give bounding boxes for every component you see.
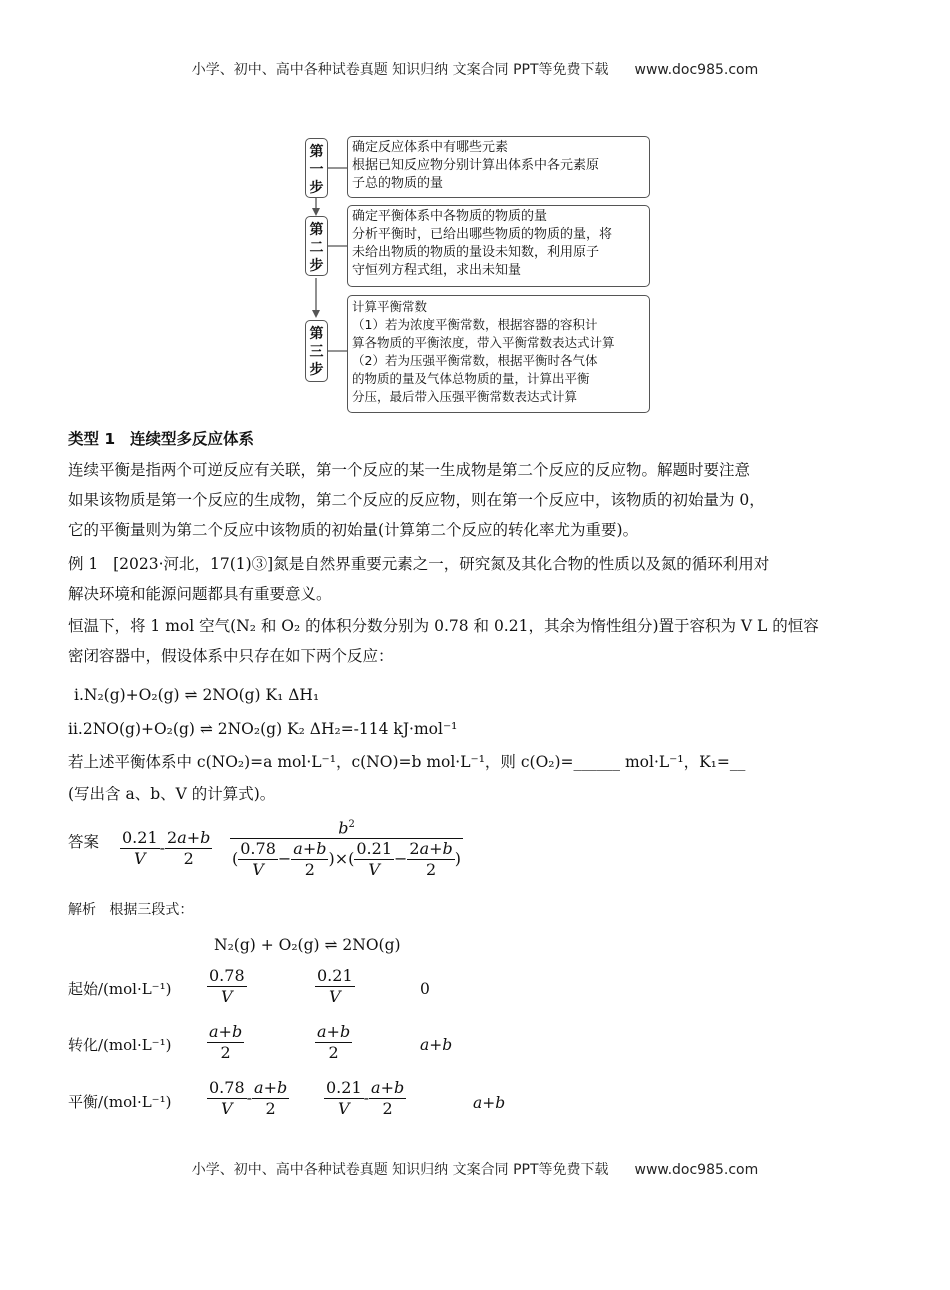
example-line-1 (68, 551, 769, 577)
intro-line: 它的平衡量则为第二个反应中该物质的初始量(计算第二个反应的转化率尤为重要)。 (68, 521, 639, 539)
header-url[interactable]: www.doc985.com (634, 62, 759, 78)
step-2-line: 未给出物质的物质的量设未知数，利用原子 (352, 245, 600, 260)
step-2-line: 分析平衡时，已给出哪些物质的物质的量，将 (352, 227, 613, 242)
row-o2-value: $\frac{0.21}{V}$ (317, 966, 353, 1006)
section-title (68, 426, 254, 452)
step-1-line: 子总的物质的量 (352, 176, 444, 191)
step-3-line: 的物质的量及气体总物质的量，计算出平衡 (352, 371, 590, 386)
analysis-label: 解析 (68, 902, 96, 918)
type-title: 连续型多反应体系 (129, 430, 254, 448)
example-line-4: 密闭容器中，假设体系中只存在如下两个反应： (68, 647, 394, 665)
page-footer (0, 1159, 950, 1179)
step-3-line: 算各物质的平衡浓度，带入平衡常数表达式计算 (352, 335, 615, 350)
row-label: 转化/(mol·L⁻¹) (68, 1036, 172, 1054)
footer-text: 小学、初中、高中各种试卷真题 知识归纳 文案合同 PPT等免费下载 (191, 1162, 609, 1178)
step-3-line: 分压，最后带入压强平衡常数表达式计算 (352, 389, 578, 404)
example-text: 氮是自然界重要元素之一，研究氮及其化合物的性质以及氮的循环利用对 (273, 555, 770, 573)
reaction-2: ⅱ.2NO(g)+O₂(g) ⇌ 2NO₂(g) K₂ ΔH₂=-114 kJ·mol⁻¹ (68, 720, 458, 738)
step-2-line: 守恒列方程式组，求出未知量 (352, 263, 522, 278)
example-label: 例 1 (68, 555, 99, 573)
row-label: 起始/(mol·L⁻¹) (68, 980, 172, 998)
step-3-line: 计算平衡常数 (352, 299, 428, 314)
step-3-description (347, 295, 650, 413)
row-n2-value: $\frac{0.78}{V}$ (209, 966, 245, 1006)
footer-url[interactable]: www.doc985.com (634, 1162, 759, 1178)
intro-line: 如果该物质是第一个反应的生成物，第二个反应的反应物，则在第一个反应中，该物质的初始量为 0， (68, 491, 765, 509)
row-n2-value: $\frac{a+b}{2}$ (209, 1022, 243, 1062)
row-no-value: a+b (420, 1036, 453, 1054)
analysis-equation: N₂(g) + O₂(g) ⇌ 2NO(g) (214, 936, 401, 954)
type-label: 类型 1 (68, 430, 116, 448)
intro-line: 连续平衡是指两个可逆反应有关联，第一个反应的某一生成物是第二个反应的反应物。解题时要注意 (68, 461, 751, 479)
row-n2-value: $\frac{0.78}{V}$ - $\frac{a+b}{2}$ (209, 1078, 288, 1118)
row-o2-value: $\frac{0.21}{V}$ - $\frac{a+b}{2}$ (326, 1078, 405, 1118)
answer-expression-2: $b^2$ ( $\frac{0.78}{V}$ − $\frac{a+b}{2}$ )×( $\frac{0.21}{V}$ − $\frac{2a+b}{2}$ ) (230, 815, 463, 880)
analysis-text: 根据三段式： (109, 902, 194, 918)
example-line-2: 解决环境和能源问题都具有重要意义。 (68, 585, 332, 603)
answer-expression-1: $\frac{0.21}{V}$ - $\frac{2a+b}{2}$ (122, 828, 211, 868)
step-3-label: 第 三 步 (305, 320, 328, 382)
example-line-3: 恒温下，将 1 mol 空气(N₂ 和 O₂ 的体积分数分别为 0.78 和 0.21，其余为惰性组分)置于容积为 V L 的恒容 (68, 617, 819, 635)
analysis-heading (68, 899, 193, 919)
step-1-line: 根据已知反应物分别计算出体系中各元素原 (352, 158, 600, 173)
step-3-line: （2）若为压强平衡常数，根据平衡时各气体 (352, 353, 598, 368)
row-no-value: a+b (473, 1094, 506, 1112)
step-1-label: 第 一 步 (305, 138, 328, 198)
row-no-value: 0 (420, 980, 430, 998)
page-header (0, 59, 950, 79)
step-2-description (347, 205, 650, 287)
question: 若上述平衡体系中 c(NO₂)=a mol·L⁻¹，c(NO)=b mol·L⁻¹，则 c(O₂)=______ mol·L⁻¹，K₁=__ (68, 753, 746, 771)
row-o2-value: $\frac{a+b}{2}$ (317, 1022, 351, 1062)
step-2-label: 第 二 步 (305, 216, 328, 276)
step-1-description (347, 136, 650, 198)
row-label: 平衡/(mol·L⁻¹) (68, 1093, 172, 1111)
step-2-line: 确定平衡体系中各物质的物质的量 (352, 209, 548, 224)
question-note: (写出含 a、b、V 的计算式)。 (68, 785, 276, 803)
example-source: [2023·河北，17(1)③] (113, 555, 274, 573)
reaction-1: ⅰ.N₂(g)+O₂(g) ⇌ 2NO(g) K₁ ΔH₁ (74, 686, 320, 704)
header-text: 小学、初中、高中各种试卷真题 知识归纳 文案合同 PPT等免费下载 (191, 62, 609, 78)
step-3-line: （1）若为浓度平衡常数，根据容器的容积计 (352, 317, 598, 332)
step-1-line: 确定反应体系中有哪些元素 (352, 140, 509, 155)
answer-label: 答案 (68, 833, 100, 851)
